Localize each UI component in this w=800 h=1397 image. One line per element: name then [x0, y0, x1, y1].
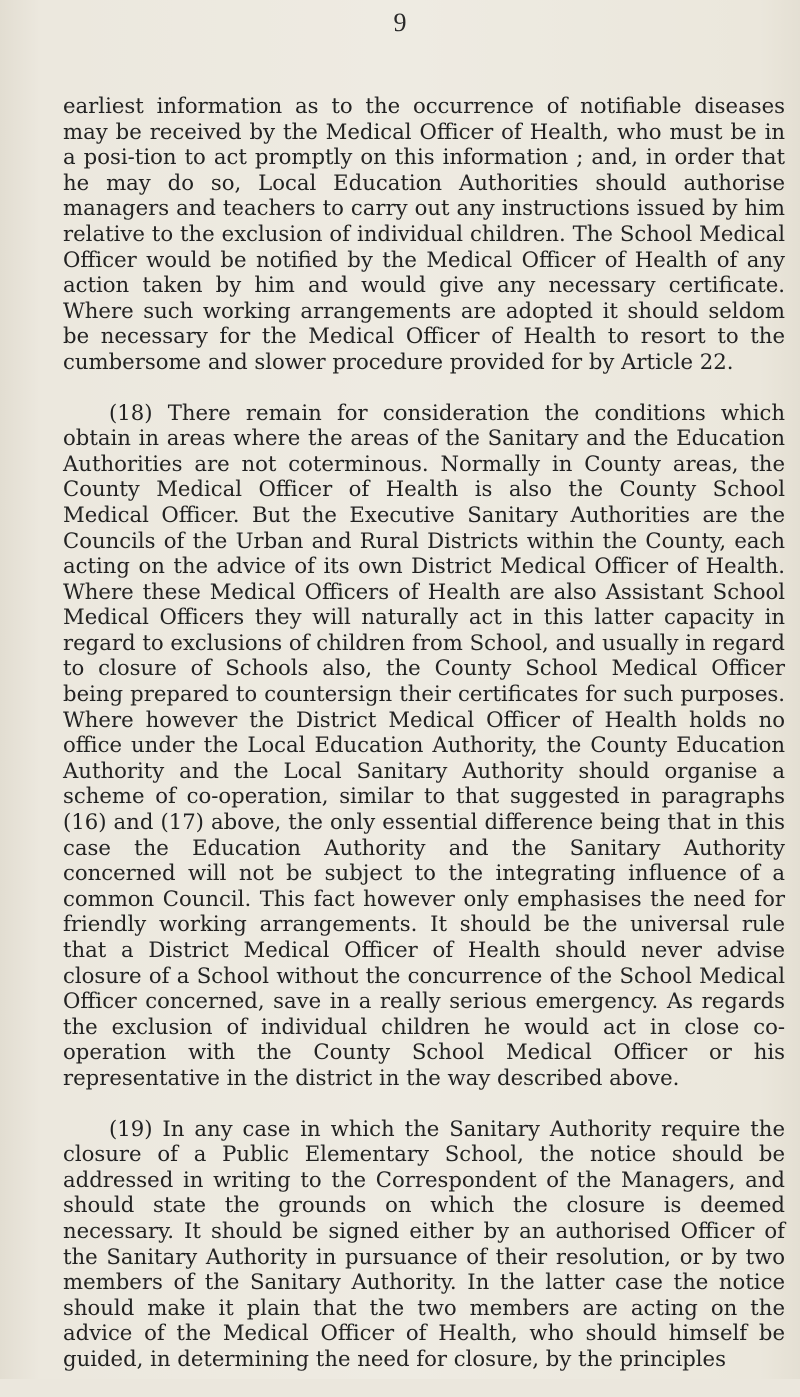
page-number: 9: [393, 8, 407, 37]
body-text: [63, 93, 785, 1397]
paragraph-19: (19) In any case in which the Sanitary Authority require the closure of a Public Elementary School, the notice should be addressed in writing to the Correspondent of the Managers, and should state the grounds on which the closure is deemed necessary. It should be signed either by an authorised Officer of the Sanitary Authority in pursuance of their resolution, or by two members of the Sanitary Authority. In the latter case the notice should make it plain that the two members are acting on the advice of the Medical Officer of Health, who should himself be guided, in determining the need for closure, by the principles: [63, 1115, 785, 1371]
paragraph-continuation: earliest information as to the occurrence of notifiable diseases may be received by the Medical Officer of Health, who must be in a posi-tion to act promptly on this information ; and, in order that he may do so, Local Education Authorities should authorise managers and teachers to carry out any instructions issued by him relative to the exclusion of individual children. The School Medical Officer would be notified by the Medical Officer of Health of any action taken by him and would give any necessary certificate. Where such working arrangements are adopted it should seldom be necessary for the Medical Officer of Health to resort to the cumbersome and slower procedure provided for by Article 22.: [63, 93, 785, 374]
paragraph-18: (18) There remain for consideration the conditions which obtain in areas where the areas of the Sanitary and the Education Authorities are not coterminous. Normally in County areas, the County Medical Officer of Health is also the County School Medical Officer. But the Executive Sanitary Authorities are the Councils of the Urban and Rural Districts within the County, each acting on the advice of its own District Medical Officer of Health. Where these Medical Officers of Health are also Assistant School Medical Officers they will naturally act in this latter capacity in regard to exclusions of children from School, and usually in regard to closure of Schools also, the County School Medical Officer being prepared to countersign their certificates for such purposes. Where however the District Medical Officer of Health holds no office under the Local Education Authority, the County Education Authority and the Local Sanitary Authority should organise a scheme of co-operation, similar to that suggested in paragraphs (16) and (17) above, the only essential difference being that in this case the Education Authority and the Sanitary Authority concerned will not be subject to the integrating influence of a common Council. This fact however only emphasises the need for friendly working arrangements. It should be the universal rule that a District Medical Officer of Health should never advise closure of a School without the concurrence of the School Medical Officer concerned, save in a really serious emergency. As regards the exclusion of individual children he would act in close co-operation with the County School Medical Officer or his representative in the district in the way described above.: [63, 399, 785, 1090]
